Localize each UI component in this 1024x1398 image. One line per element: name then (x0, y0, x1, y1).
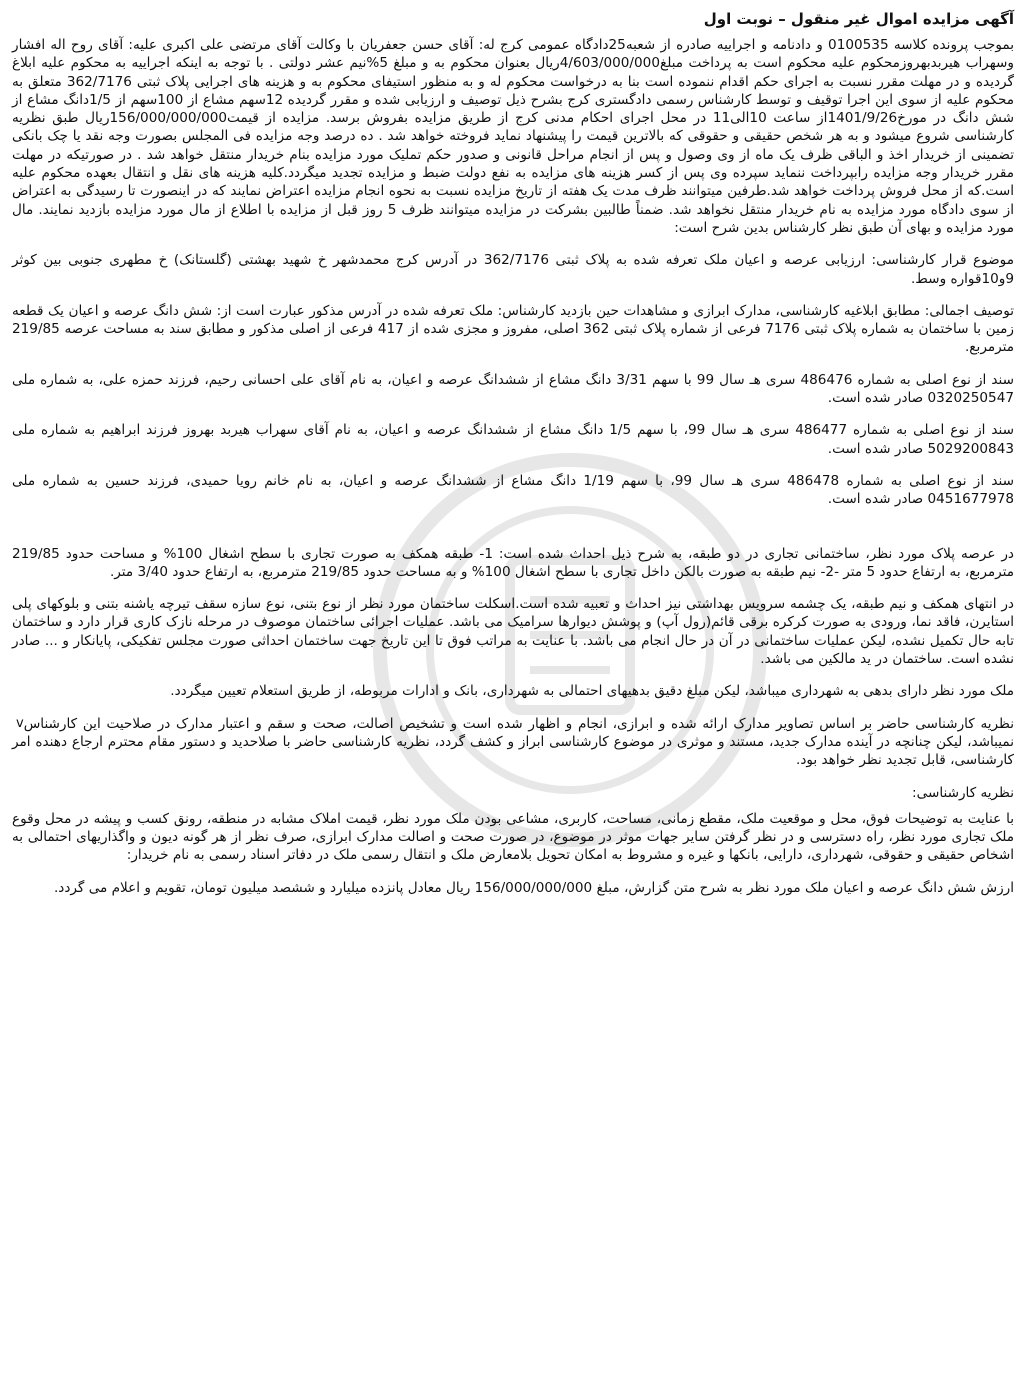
opinion-paragraph: با عنایت به توضیحات فوق، محل و موقعیت ملک، مقطع زمانی، مساحت، کاربری، مشاعی بودن ملک مورد نظر، قیمت املاک مشابه در منطقه، رونق کسب و پیشه در محل وقوع ملک تجاری مورد نظر، راه دسترسی و در نظر گرفتن سایر جهات موثر در موضوع، در صورت صحت و اصالت مدارک ابرازی، صرف نظر از هر گونه دیون و واگذاریهای احتمالی به اشخاص حقیقی و حقوقی، شهرداری، دارایی، بانکها و غیره و مشروط به امکان تحویل بلامعارض ملک و انتقال رسمی ملک در دفاتر اسناد رسمی به نام خریدار: (12, 810, 1014, 864)
deed-3-paragraph: سند از نوع اصلی به شماره 486478 سری هـ سال 99، با سهم 1/19 دانگ مشاع از ششدانگ عرصه و اعیان، به نام خانم رویا حمیدی، فرزند حسین به شماره ملی 0451677978 صادر شده است. (12, 472, 1014, 508)
deed-1-paragraph: سند از نوع اصلی به شماره 486476 سری هـ سال 99 با سهم 3/31 دانگ مشاع از ششدانگ عرصه و اعیان، به نام آقای علی احسانی رحیم، فرزند حمزه علی، به شماره ملی 0320250547 صادر شده است. (12, 371, 1014, 407)
valuation-paragraph: ارزش شش دانگ عرصه و اعیان ملک مورد نظر به شرح متن گزارش، مبلغ 156/000/000/000 ریال معادل پانزده میلیارد و ششصد میلیون تومان، تقویم و اعلام می گردد. (53, 879, 1014, 896)
debts-paragraph: ملک مورد نظر دارای بدهی به شهرداری میباشد، لیکن مبلغ دقیق بدهیهای احتمالی به شهرداری، بانک و ادارات مربوطه، از طریق استعلام تعیین میگردد. (170, 683, 1014, 700)
intro-paragraph: بموجب پرونده کلاسه 0100535 و دادنامه و اجراییه صادره از شعبه25دادگاه عمومی کرج له: آقای حسن جعفریان با وکالت آقای مرتضی علی اکبری علیه: آقای روح اله افشار وسهراب هیربدبهروزمحکوم علیه محکوم است به پرداخت مبلغ4/603/000/000ریال بعنوان محکوم به و مبلغ 5%نیم عشر دولتی . با توجه به اینکه اجراییه به محکوم علیه ابلاغ گردیده و در مهلت مقرر نسبت به اجرای حکم اقدام ننموده است بنا به درخواست محکوم له و به منظور استیفای محکوم به و هزینه های اجرایی پلاک ثبتی 362/7176 متعلق به محکوم علیه از سوی این اجرا توقیف و توسط کارشناس رسمی دادگستری کرج بشرح ذیل توصیف و ارزیابی شده و مقرر گردیده 12سهم مشاع از 100سهم از 1/5دانگ مشاع از شش دانگ در مورخ1401/9/26از ساعت 10الی11 در محل اجرای احکام مدنی کرج از طریق مزایده بفروش برسد. مزایده از قیمت156/000/000/000ریال طبق نظریه کارشناسی شروع میشود و به هر شخص حقیقی و حقوقی که بالاترین قیمت را پیشنهاد نماید فروخته خواهد شد . ده درصد وجه مزایده فی المجلس بصورت وجه نقد یا چک بانکی تضمینی از خریدار اخذ و الباقی ظرف یک ماه از وی وصول و پس از انجام مراحل قانونی و صدور حکم تملیک مورد مزایده بنام خریدار منتقل خواهد شد . در صورتیکه در مهلت مقرر خریدار وجه مزایده رابپرداخت ننماید سپرده وی پس از کسر هزینه های مزایده به نفع دولت ضبط و مزایده تجدید میگردد.کلیه هزینه های نقل و انتقال بعهده محکوم علیه است.که از محل فروش پرداخت خواهد شد.طرفین میتوانند ظرف مدت یک هفته از تاریخ مزایده نسبت به نحوه انجام مزایده اعتراض نمایند که در اینصورت تا رسیدگی به اعتراض از سوی دادگاه مورد مزایده به نام خریدار منتقل نخواهد شد. ضمناً طالبین بشرکت در مزایده میتوانند ظرف 5 روز قبل از مزایده با اطلاع از مال مورد مزایده بازدید نمایند. مال مورد مزایده و بهای آن طبق نظر کارشناس بدین شرح است: (12, 37, 1014, 236)
notice-title: آگهی مزایده اموال غیر منقول – نوبت اول (703, 10, 1014, 28)
disclaimer-text: نظریه کارشناسی حاضر بر اساس تصاویر مدارک ارائه شده و ابرازی، انجام و اظهار شده است و تشخیص اصالت، صحت و سقم و اعتبار مدارک در صلاحیت این کارشناس نمیباشد، لیکن چنانچه در آینده مدارک جدید، مستند و موثری در موضوع کارشناسی ابراز و کشف گردد، نظریه کارشناسی حاضر با صلاحدید و دستور مقام محترم ارجاع دهنده امر کارشناسی، قابل تجدید نظر خواهد بود. (12, 715, 1014, 769)
general-description-paragraph: توصیف اجمالی: مطابق ابلاغیه کارشناسی، مدارک ابرازی و مشاهدات حین بازدید کارشناس: ملک تعرفه شده در آدرس مذکور عبارت است از: شش دانگ عرصه و اعیان یک قطعه زمین با ساختمان به شماره پلاک ثبتی 7176 فرعی از شماره پلاک ثبتی 362 اصلی، مفروز و مجزی شده از 417 فرعی از اصلی مذکور و مطابق سند به مساحت عرصه 219/85 مترمربع. (12, 302, 1014, 356)
page-mark: v (16, 715, 24, 731)
building-paragraph: در عرصه پلاک مورد نظر، ساختمانی تجاری در دو طبقه، به شرح ذیل احداث شده است: 1- طبقه همکف به صورت تجاری با سطح اشغال 100% و مساحت حدود 219/85 مترمربع، به ارتفاع حدود 5 متر -2- نیم طبقه به صورت بالکن داخل تجاری با سطح اشغال 100% و به مساحت حدود 219/85 مترمربع، به ارتفاع حدود 3/40 متر. (12, 545, 1014, 580)
disclaimer-paragraph (12, 715, 1014, 770)
construction-paragraph: در انتهای همکف و نیم طبقه، یک چشمه سرویس بهداشتی نیز احداث و تعبیه شده است.اسکلت ساختمان مورد نظر از نوع بتنی، نوع سازه سقف تیرچه یاشنه بتنی و بلوکهای پلی استایرن، فاقد نما، ورودی به صورت کرکره برقی قائم(رول آپ) و پوشش دیوارها سرامیک می باشد. عملیات اجرائی ساختمان موصوف در مرحله نازک کاری قرار دارد و ساختمان تابه حال تکمیل نشده، لیکن عملیات ساختمانی در آن در حال انجام می باشد. با عنایت به مراتب فوق تا این تاریخ جهت ساختمان احداثی صورت مجلس تفکیکی، پایانکار و ... صادر نشده است. ساختمان در ید مالکین می باشد. (12, 596, 1014, 668)
opinion-heading: نظریه کارشناسی: (912, 784, 1014, 801)
subject-paragraph: موضوع قرار کارشناسی: ارزیابی عرصه و اعیان ملک تعرفه شده به پلاک ثبتی 362/7176 در آدرس کرج محمدشهر خ شهید بهشتی (گلستانک) خ مطهری جنوبی بین کوثر 9و10قواره وسط. (12, 252, 1014, 287)
deed-2-paragraph: سند از نوع اصلی به شماره 486477 سری هـ سال 99، با سهم 1/5 دانگ مشاع از ششدانگ عرصه و اعیان، به نام آقای سهراب هیربد بهروز فرزند ابراهیم به شماره ملی 5029200843 صادر شده است. (12, 422, 1014, 457)
